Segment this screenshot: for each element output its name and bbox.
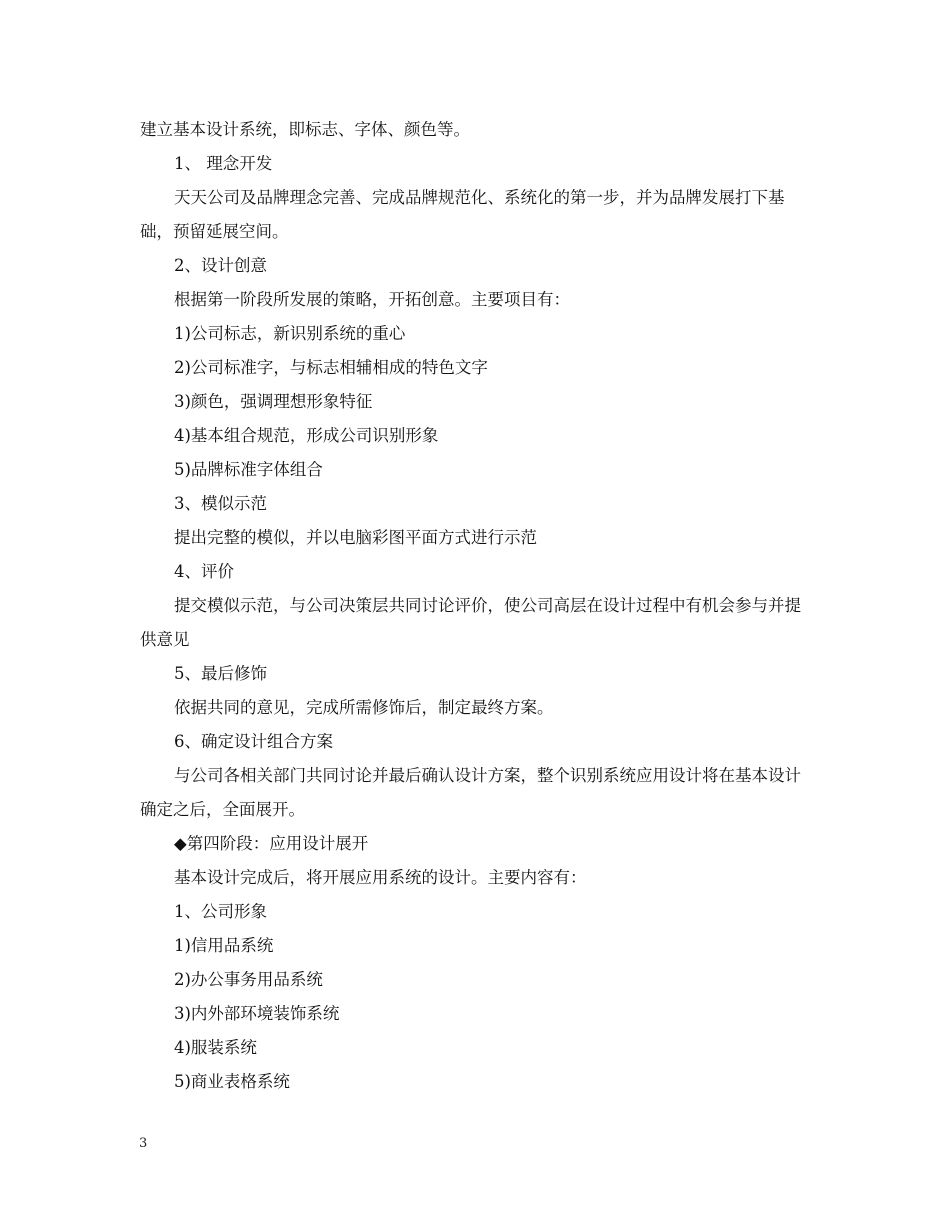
section-heading: 3、模似示范 [174,494,267,513]
section-heading: 4、评价 [174,562,234,581]
paragraph: 与公司各相关部门共同讨论并最后确认设计方案，整个识别系统应用设计将在基本设计确定之后，全面展开。 [140,766,801,819]
list-item: 2)办公事务用品系统 [174,970,323,989]
section-heading: 2、设计创意 [174,256,267,275]
document-body [140,113,812,1099]
list-item: 5)商业表格系统 [174,1072,290,1091]
list-item: 4)基本组合规范，形成公司识别形象 [174,426,439,445]
list-item: 2)公司标准字，与标志相辅相成的特色文字 [174,358,488,377]
paragraph: 根据第一阶段所发展的策略，开拓创意。主要项目有： [174,290,570,309]
paragraph: 提交模似示范，与公司决策层共同讨论评价，使公司高层在设计过程中有机会参与并提供意见 [140,596,801,649]
list-item: 1)公司标志，新识别系统的重心 [174,324,406,343]
paragraph: 提出完整的模似，并以电脑彩图平面方式进行示范 [174,528,537,547]
list-item: 4)服装系统 [174,1038,257,1057]
paragraph: 建立基本设计系统，即标志、字体、颜色等。 [140,120,470,139]
list-item: 3)内外部环境装饰系统 [174,1004,340,1023]
paragraph: 基本设计完成后，将开展应用系统的设计。主要内容有： [174,868,587,887]
list-item: 5)品牌标准字体组合 [174,460,323,479]
list-item: 3)颜色，强调理想形象特征 [174,392,373,411]
section-heading: 1、 理念开发 [174,154,273,173]
list-item: 1)信用品系统 [174,936,274,955]
section-heading: 5、最后修饰 [174,664,267,683]
paragraph: 天天公司及品牌理念完善、完成品牌规范化、系统化的第一步，并为品牌发展打下基础，预留延展空间。 [140,188,785,241]
section-heading: 6、确定设计组合方案 [174,732,333,751]
stage-heading: ◆第四阶段：应用设计展开 [174,834,369,853]
paragraph: 依据共同的意见，完成所需修饰后，制定最终方案。 [174,698,554,717]
section-heading: 1、公司形象 [174,902,267,921]
page-number: 3 [139,1136,148,1151]
